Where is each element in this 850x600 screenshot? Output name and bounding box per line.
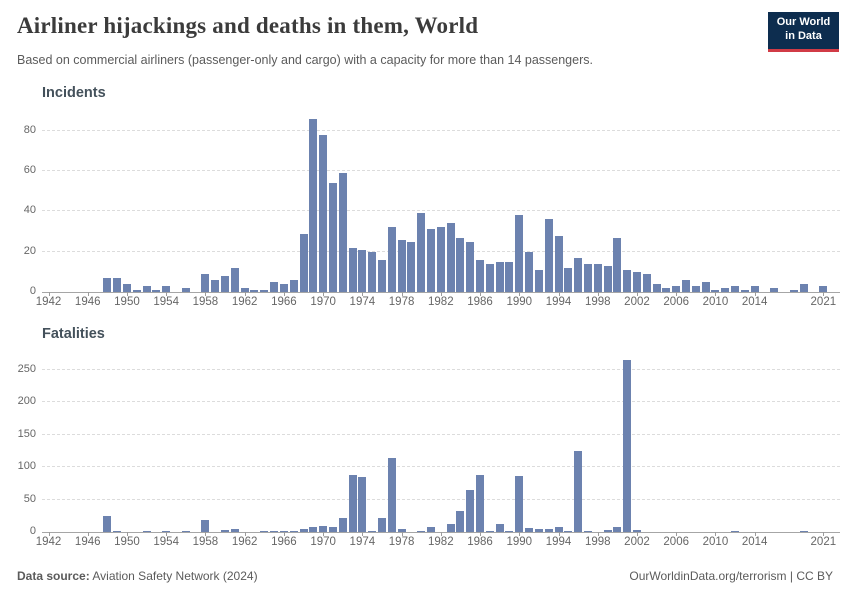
x-axis-label-2006: 2006 bbox=[663, 536, 689, 548]
incidents-bar-2006[interactable] bbox=[672, 286, 680, 292]
data-source-text bbox=[17, 569, 258, 583]
incidents-bar-1949[interactable] bbox=[113, 278, 121, 292]
x-axis-label-1982: 1982 bbox=[428, 296, 454, 308]
fatalities-bar-1960[interactable] bbox=[221, 530, 229, 532]
incidents-bar-1999[interactable] bbox=[604, 266, 612, 292]
fatalities-bar-1989[interactable] bbox=[505, 531, 513, 532]
incidents-section-label: Incidents bbox=[42, 85, 106, 101]
x-axis-label-2002: 2002 bbox=[624, 536, 650, 548]
incidents-bar-1991[interactable] bbox=[525, 252, 533, 292]
license-separator: | bbox=[786, 569, 797, 583]
incidents-bar-2021[interactable] bbox=[819, 286, 827, 292]
incidents-bar-1971[interactable] bbox=[329, 183, 337, 292]
incidents-bar-2016[interactable] bbox=[770, 288, 778, 292]
x-axis-label-1986: 1986 bbox=[467, 296, 493, 308]
y-axis-label-150: 150 bbox=[17, 427, 36, 440]
incidents-bar-1981[interactable] bbox=[427, 229, 435, 292]
fatalities-bar-1961[interactable] bbox=[231, 529, 239, 532]
x-axis-label-1990: 1990 bbox=[506, 296, 533, 308]
fatalities-bar-1995[interactable] bbox=[564, 531, 572, 532]
incidents-bar-1988[interactable] bbox=[496, 262, 504, 292]
incidents-bar-1969[interactable] bbox=[309, 119, 317, 293]
fatalities-bar-1980[interactable] bbox=[417, 531, 425, 532]
incidents-bar-1993[interactable] bbox=[545, 219, 553, 292]
incidents-bar-1996[interactable] bbox=[574, 258, 582, 292]
incidents-bar-1952[interactable] bbox=[143, 286, 151, 292]
incidents-bar-1984[interactable] bbox=[456, 238, 464, 292]
x-axis-label-1998: 1998 bbox=[584, 536, 611, 548]
incidents-bar-1951[interactable] bbox=[133, 290, 141, 292]
incidents-bar-2003[interactable] bbox=[643, 274, 651, 292]
gridline-50 bbox=[42, 499, 840, 500]
y-axis-label-0: 0 bbox=[29, 525, 36, 537]
incidents-bar-2013[interactable] bbox=[741, 290, 749, 292]
y-axis-label-50: 50 bbox=[23, 492, 36, 505]
gridline-200 bbox=[42, 401, 840, 402]
fatalities-bar-1975[interactable] bbox=[368, 531, 376, 532]
x-axis-label-2014: 2014 bbox=[741, 536, 768, 548]
incidents-bar-1989[interactable] bbox=[505, 262, 513, 292]
incidents-bar-1953[interactable] bbox=[152, 290, 160, 292]
y-axis-label-100: 100 bbox=[17, 460, 36, 472]
x-axis-label-1982: 1982 bbox=[428, 536, 454, 548]
y-axis-label-200: 200 bbox=[17, 395, 36, 407]
x-axis-label-1994: 1994 bbox=[545, 296, 572, 308]
incidents-bar-1979[interactable] bbox=[407, 242, 415, 292]
x-axis-label-2021: 2021 bbox=[810, 296, 837, 308]
fatalities-bar-1956[interactable] bbox=[182, 531, 190, 532]
x-axis-label-1978: 1978 bbox=[388, 296, 415, 308]
x-axis-label-2002: 2002 bbox=[624, 296, 650, 308]
x-axis-label-1998: 1998 bbox=[584, 296, 611, 308]
fatalities-bar-1967[interactable] bbox=[290, 531, 298, 532]
fatalities-bar-1986[interactable] bbox=[476, 475, 484, 532]
x-axis-label-1974: 1974 bbox=[349, 296, 376, 308]
chart-subtitle: Based on commercial airliners (passenger-only and cargo) with a capacity for more than 14 passengers. bbox=[17, 53, 593, 67]
incidents-bar-2012[interactable] bbox=[731, 286, 739, 292]
fatalities-bar-1991[interactable] bbox=[525, 528, 533, 532]
incidents-bar-1959[interactable] bbox=[211, 280, 219, 292]
fatalities-bar-2001[interactable] bbox=[623, 360, 631, 532]
x-axis-label-1974: 1974 bbox=[349, 536, 376, 548]
incidents-bar-2000[interactable] bbox=[613, 238, 621, 292]
fatalities-bar-1983[interactable] bbox=[447, 524, 455, 532]
gridline-100 bbox=[42, 466, 840, 467]
page-title: Airliner hijackings and deaths in them, World bbox=[17, 13, 479, 38]
fatalities-bar-1954[interactable] bbox=[162, 531, 170, 532]
fatalities-bar-1990[interactable] bbox=[515, 476, 523, 532]
x-axis-label-2021: 2021 bbox=[810, 536, 837, 548]
incidents-bar-1966[interactable] bbox=[280, 284, 288, 292]
x-axis-label-2006: 2006 bbox=[663, 296, 689, 308]
fatalities-bar-1994[interactable] bbox=[555, 527, 563, 532]
x-axis-label-2010: 2010 bbox=[702, 536, 729, 548]
incidents-bar-1983[interactable] bbox=[447, 223, 455, 292]
gridline-60 bbox=[42, 170, 840, 171]
x-axis-label-1978: 1978 bbox=[388, 536, 415, 548]
owid-logo-line1: Our World bbox=[776, 16, 831, 28]
fatalities-bar-1978[interactable] bbox=[398, 529, 406, 532]
fatalities-bar-1996[interactable] bbox=[574, 451, 582, 532]
incidents-bar-1963[interactable] bbox=[250, 290, 258, 292]
incidents-bar-1974[interactable] bbox=[358, 250, 366, 292]
fatalities-bar-1988[interactable] bbox=[496, 524, 504, 532]
x-axis-label-1950: 1950 bbox=[114, 536, 140, 548]
incidents-bar-1997[interactable] bbox=[584, 264, 592, 292]
x-axis-label-2014: 2014 bbox=[741, 296, 768, 308]
fatalities-bar-1993[interactable] bbox=[545, 529, 553, 532]
owid-logo-line2: in Data bbox=[785, 29, 822, 42]
fatalities-section-label: Fatalities bbox=[42, 326, 105, 342]
incidents-bar-1977[interactable] bbox=[388, 227, 396, 292]
y-axis-label-80: 80 bbox=[23, 123, 36, 136]
fatalities-bar-1971[interactable] bbox=[329, 527, 337, 532]
fatalities-bar-1948[interactable] bbox=[103, 516, 111, 532]
incidents-bar-2005[interactable] bbox=[662, 288, 670, 292]
x-axis-label-1986: 1986 bbox=[467, 536, 493, 548]
fatalities-bar-1952[interactable] bbox=[143, 531, 151, 532]
incidents-bar-1961[interactable] bbox=[231, 268, 239, 292]
incidents-bar-1958[interactable] bbox=[201, 274, 209, 292]
incidents-bar-1960[interactable] bbox=[221, 276, 229, 292]
incidents-bar-1972[interactable] bbox=[339, 173, 347, 292]
data-source-value: Aviation Safety Network (2024) bbox=[89, 569, 258, 583]
data-source-label: Data source: bbox=[17, 569, 90, 583]
x-axis-label-1962: 1962 bbox=[231, 296, 258, 308]
incidents-bar-1978[interactable] bbox=[398, 240, 406, 292]
fatalities-bar-1969[interactable] bbox=[309, 527, 317, 532]
x-axis-label-1962: 1962 bbox=[231, 536, 258, 548]
license-text bbox=[629, 569, 833, 583]
x-axis-label-1970: 1970 bbox=[310, 296, 336, 308]
incidents-bar-2007[interactable] bbox=[682, 280, 690, 292]
incidents-bar-1956[interactable] bbox=[182, 288, 190, 292]
fatalities-bar-2012[interactable] bbox=[731, 531, 739, 532]
x-axis-label-1990: 1990 bbox=[506, 536, 533, 548]
fatalities-bar-2019[interactable] bbox=[800, 531, 808, 532]
x-axis-label-1950: 1950 bbox=[114, 296, 140, 308]
incidents-bar-2008[interactable] bbox=[692, 286, 700, 292]
x-axis-label-1954: 1954 bbox=[153, 536, 179, 548]
owid-logo[interactable] bbox=[768, 12, 839, 52]
gridline-40 bbox=[42, 210, 840, 211]
incidents-bar-1970[interactable] bbox=[319, 135, 327, 292]
license-label: CC BY bbox=[796, 569, 833, 583]
incidents-bar-1968[interactable] bbox=[300, 234, 308, 293]
fatalities-bar-1997[interactable] bbox=[584, 531, 592, 532]
incidents-bar-1964[interactable] bbox=[260, 290, 268, 292]
incidents-bar-1962[interactable] bbox=[241, 288, 249, 292]
x-axis-label-2010: 2010 bbox=[702, 296, 729, 308]
gridline-80 bbox=[42, 130, 840, 131]
incidents-bar-1967[interactable] bbox=[290, 280, 298, 292]
incidents-bar-1973[interactable] bbox=[349, 248, 357, 292]
incidents-bar-1954[interactable] bbox=[162, 286, 170, 292]
incidents-bar-1950[interactable] bbox=[123, 284, 131, 292]
incidents-bar-1990[interactable] bbox=[515, 215, 523, 292]
x-axis-label-1966: 1966 bbox=[271, 536, 297, 548]
incidents-bar-1986[interactable] bbox=[476, 260, 484, 292]
fatalities-bar-1958[interactable] bbox=[201, 520, 209, 532]
x-axis-label-1994: 1994 bbox=[545, 536, 572, 548]
fatalities-bar-1968[interactable] bbox=[300, 529, 308, 532]
incidents-bar-1965[interactable] bbox=[270, 282, 278, 292]
fatalities-bar-1999[interactable] bbox=[604, 530, 612, 532]
fatalities-bar-1981[interactable] bbox=[427, 527, 435, 532]
incidents-bar-1994[interactable] bbox=[555, 236, 563, 292]
incidents-bar-2011[interactable] bbox=[721, 288, 729, 292]
y-axis-label-0: 0 bbox=[29, 285, 36, 297]
x-axis-label-1946: 1946 bbox=[74, 536, 101, 548]
incidents-bar-1976[interactable] bbox=[378, 260, 386, 292]
gridline-150 bbox=[42, 434, 840, 435]
x-axis-label-1942: 1942 bbox=[35, 296, 62, 308]
fatalities-bar-1984[interactable] bbox=[456, 511, 464, 532]
incidents-bar-2009[interactable] bbox=[702, 282, 710, 292]
incidents-bar-1975[interactable] bbox=[368, 252, 376, 292]
fatalities-bar-1985[interactable] bbox=[466, 490, 474, 532]
fatalities-bar-1972[interactable] bbox=[339, 518, 347, 532]
x-axis-label-1946: 1946 bbox=[74, 296, 101, 308]
x-axis-label-1958: 1958 bbox=[192, 296, 219, 308]
x-axis-label-1970: 1970 bbox=[310, 536, 336, 548]
fatalities-bar-1987[interactable] bbox=[486, 531, 494, 532]
fatalities-bar-1965[interactable] bbox=[270, 531, 278, 532]
fatalities-bar-1966[interactable] bbox=[280, 531, 288, 532]
x-axis-label-1954: 1954 bbox=[153, 296, 179, 308]
incidents-bar-2002[interactable] bbox=[633, 272, 641, 292]
fatalities-bar-1949[interactable] bbox=[113, 531, 121, 532]
y-axis-label-250: 250 bbox=[17, 362, 36, 375]
fatalities-bar-2000[interactable] bbox=[613, 527, 621, 532]
incidents-bar-1948[interactable] bbox=[103, 278, 111, 292]
owid-link[interactable]: OurWorldinData.org/terrorism bbox=[629, 569, 787, 583]
incidents-bar-2001[interactable] bbox=[623, 270, 631, 292]
incidents-bar-1980[interactable] bbox=[417, 213, 425, 292]
fatalities-bar-1970[interactable] bbox=[319, 526, 327, 533]
incidents-bar-2010[interactable] bbox=[711, 290, 719, 292]
fatalities-bar-1973[interactable] bbox=[349, 475, 357, 532]
x-axis-label-1958: 1958 bbox=[192, 536, 219, 548]
incidents-bar-2018[interactable] bbox=[790, 290, 798, 292]
y-axis-label-20: 20 bbox=[23, 244, 36, 257]
incidents-bar-1982[interactable] bbox=[437, 227, 445, 292]
gridline-250 bbox=[42, 369, 840, 370]
incidents-bar-1987[interactable] bbox=[486, 264, 494, 292]
x-axis-label-1966: 1966 bbox=[271, 296, 297, 308]
incidents-plot bbox=[23, 112, 840, 308]
incidents-bar-1998[interactable] bbox=[594, 264, 602, 292]
fatalities-bar-1976[interactable] bbox=[378, 518, 386, 532]
incidents-bar-2014[interactable] bbox=[751, 286, 759, 292]
incidents-bar-2004[interactable] bbox=[653, 284, 661, 292]
incidents-bar-2019[interactable] bbox=[800, 284, 808, 292]
fatalities-plot bbox=[17, 353, 840, 548]
fatalities-bar-1977[interactable] bbox=[388, 458, 396, 532]
incidents-bar-1992[interactable] bbox=[535, 270, 543, 292]
incidents-bar-1985[interactable] bbox=[466, 242, 474, 292]
y-axis-label-60: 60 bbox=[23, 163, 36, 176]
incidents-bar-1995[interactable] bbox=[564, 268, 572, 292]
fatalities-bar-1992[interactable] bbox=[535, 529, 543, 532]
x-axis-label-1942: 1942 bbox=[35, 536, 62, 548]
y-axis-label-40: 40 bbox=[23, 204, 36, 217]
fatalities-bar-2002[interactable] bbox=[633, 530, 641, 532]
fatalities-bar-1974[interactable] bbox=[358, 477, 366, 532]
fatalities-bar-1964[interactable] bbox=[260, 531, 268, 532]
